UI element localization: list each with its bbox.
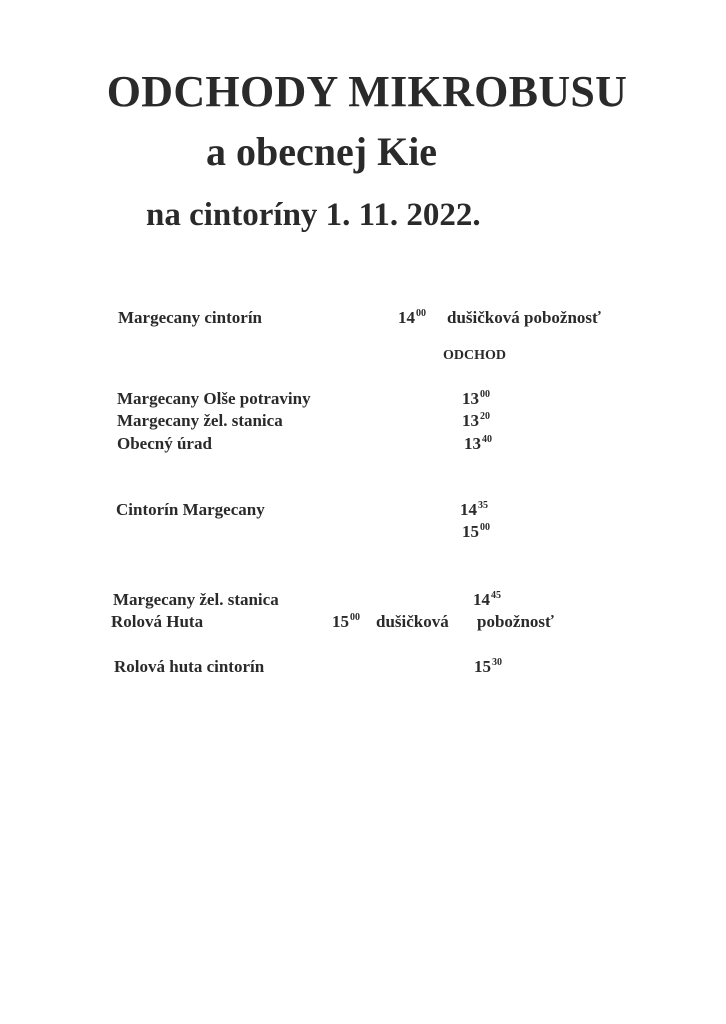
return1-time-hour: 14 [460,500,477,519]
departure-place: Margecany žel. stanica [117,411,283,430]
event2-place: Rolová Huta [111,612,204,631]
title-line-2: a obecnej Kie [206,129,438,174]
title-line-3: na cintoríny 1. 11. 2022. [146,197,481,233]
return1-time-minute: 00 [480,522,490,533]
event1-time-minute: 00 [416,308,426,319]
event2-station: Margecany žel. stanica [113,590,279,609]
event1-place: Margecany cintorín [118,308,262,327]
event2-station-time-hour: 14 [473,590,490,609]
title-line-1: ODCHODY MIKROBUSU [106,67,628,116]
event2-time-minute: 00 [350,612,360,623]
departure-time-minute: 00 [480,389,490,400]
event2-station-time [473,590,501,610]
event2-time-hour: 15 [332,612,349,631]
odchod-label: ODCHOD [443,348,506,363]
event2-note-word-1: dušičková [376,612,449,631]
event2-station-time-minute: 45 [491,590,501,601]
event2-note-word-2: pobožnosť [477,612,554,631]
departure-time-hour: 13 [464,434,481,453]
departure-time [462,389,490,409]
return2-time-hour: 15 [474,657,491,676]
departure-time-minute: 40 [482,434,492,445]
event1-note: dušičková pobožnosť [447,308,601,327]
departure-time [464,434,492,454]
return2-time-minute: 30 [492,657,502,668]
event2-time [332,612,360,632]
departure-time-minute: 20 [480,411,490,422]
return1-time-minute: 35 [478,500,488,511]
return1-time [460,500,488,520]
departure-time-hour: 13 [462,411,479,430]
departure-time-hour: 13 [462,389,479,408]
departure-place: Obecný úrad [117,434,212,453]
return2-place: Rolová huta cintorín [114,657,265,676]
departure-time [462,411,490,431]
return2-time [474,657,502,677]
event1-time [398,308,426,328]
return1-time [462,522,490,542]
departure-place: Margecany Olše potraviny [117,389,311,408]
return1-place: Cintorín Margecany [116,500,265,519]
return1-time-hour: 15 [462,522,479,541]
event1-time-hour: 14 [398,308,415,327]
